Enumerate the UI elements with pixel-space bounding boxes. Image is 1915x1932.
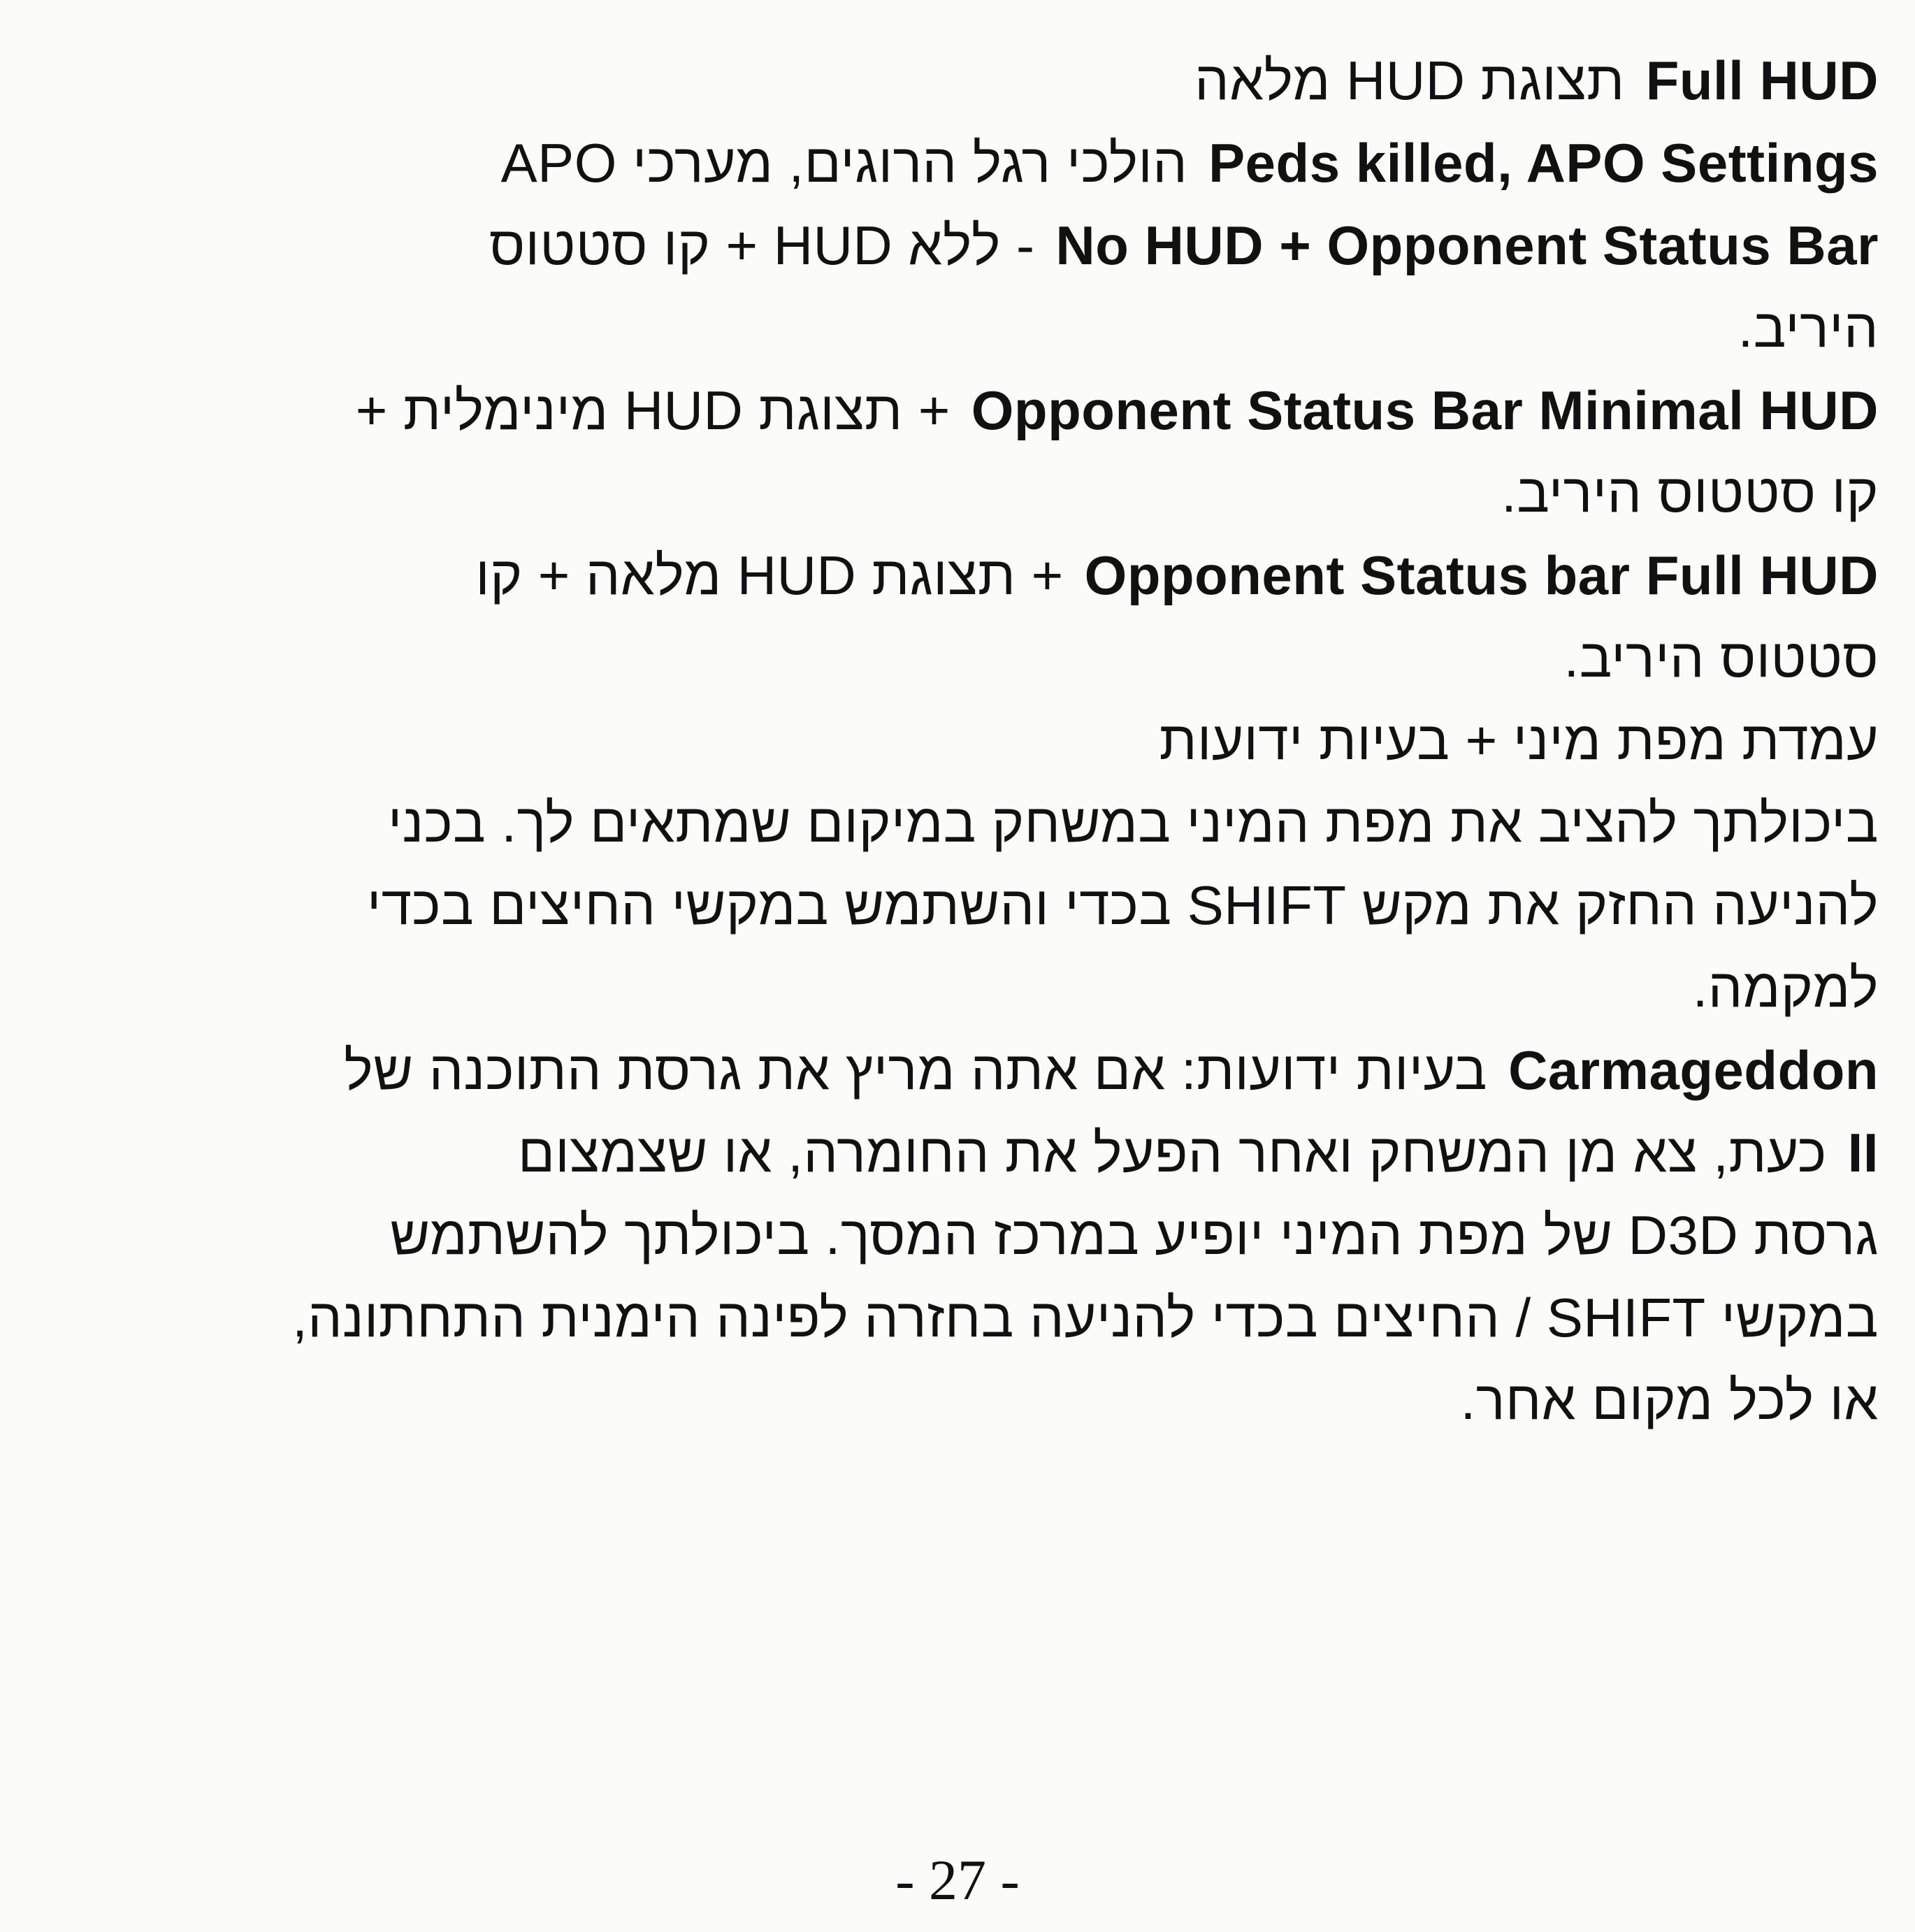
paragraph-minimap-line-2: להניעה החזק את מקש SHIFT בכדי והשתמש במקשי החיצים בכדי xyxy=(367,874,1879,936)
paragraph-issues-line-1: Carmageddonבעיות ידועות: אם אתה מריץ את גרסת התוכנה של xyxy=(344,1039,1879,1101)
paragraph-minimap-line-1: ביכולתך להציב את מפת המיני במשחק במיקום שמתאים לך. בכני xyxy=(387,792,1879,853)
paragraph-issues-line-2: IIכעת, צא מן המשחק ואחר הפעל את החומרה, או שצמצום xyxy=(518,1122,1879,1183)
section-heading-minimap: עמדת מפת מיני + בעיות ידועות xyxy=(1159,709,1879,771)
hud-option-minimal-hud-cont: קו סטטוס היריב. xyxy=(1501,462,1879,524)
hud-option-full-hud: Full HUDתצוגת HUD מלאה xyxy=(1194,50,1879,111)
manual-text-block xyxy=(63,39,1879,1441)
hud-option-opponent-full-hud: Opponent Status bar Full HUD+ תצוגת HUD מלאה + קו xyxy=(475,545,1879,606)
hud-option-minimal-hud: Opponent Status Bar Minimal HUD+ תצוגת HUD מינימלית + xyxy=(355,380,1879,441)
paragraph-issues-line-4: במקשי SHIFT / החיצים בכדי להניעה בחזרה לפינה הימנית התחתונה, xyxy=(292,1287,1879,1348)
hud-option-no-hud: No HUD + Opponent Status Bar- ללא HUD + קו סטטוס xyxy=(489,215,1879,276)
hud-option-peds-killed: Peds killed, APO Settingsהולכי רגל הרוגים, מערכי APO xyxy=(500,132,1879,194)
paragraph-issues-line-3: גרסת D3D של מפת המיני יופיע במרכז המסך. ביכולתך להשתמש xyxy=(390,1204,1879,1266)
hud-option-opponent-full-hud-cont: סטטוס היריב. xyxy=(1563,627,1879,689)
page-number: - 27 - xyxy=(895,1848,1020,1912)
paragraph-minimap-line-3: למקמה. xyxy=(1692,957,1879,1018)
paragraph-issues-line-5: או לכל מקום אחר. xyxy=(1460,1369,1879,1431)
hud-option-no-hud-cont: היריב. xyxy=(1737,297,1879,359)
